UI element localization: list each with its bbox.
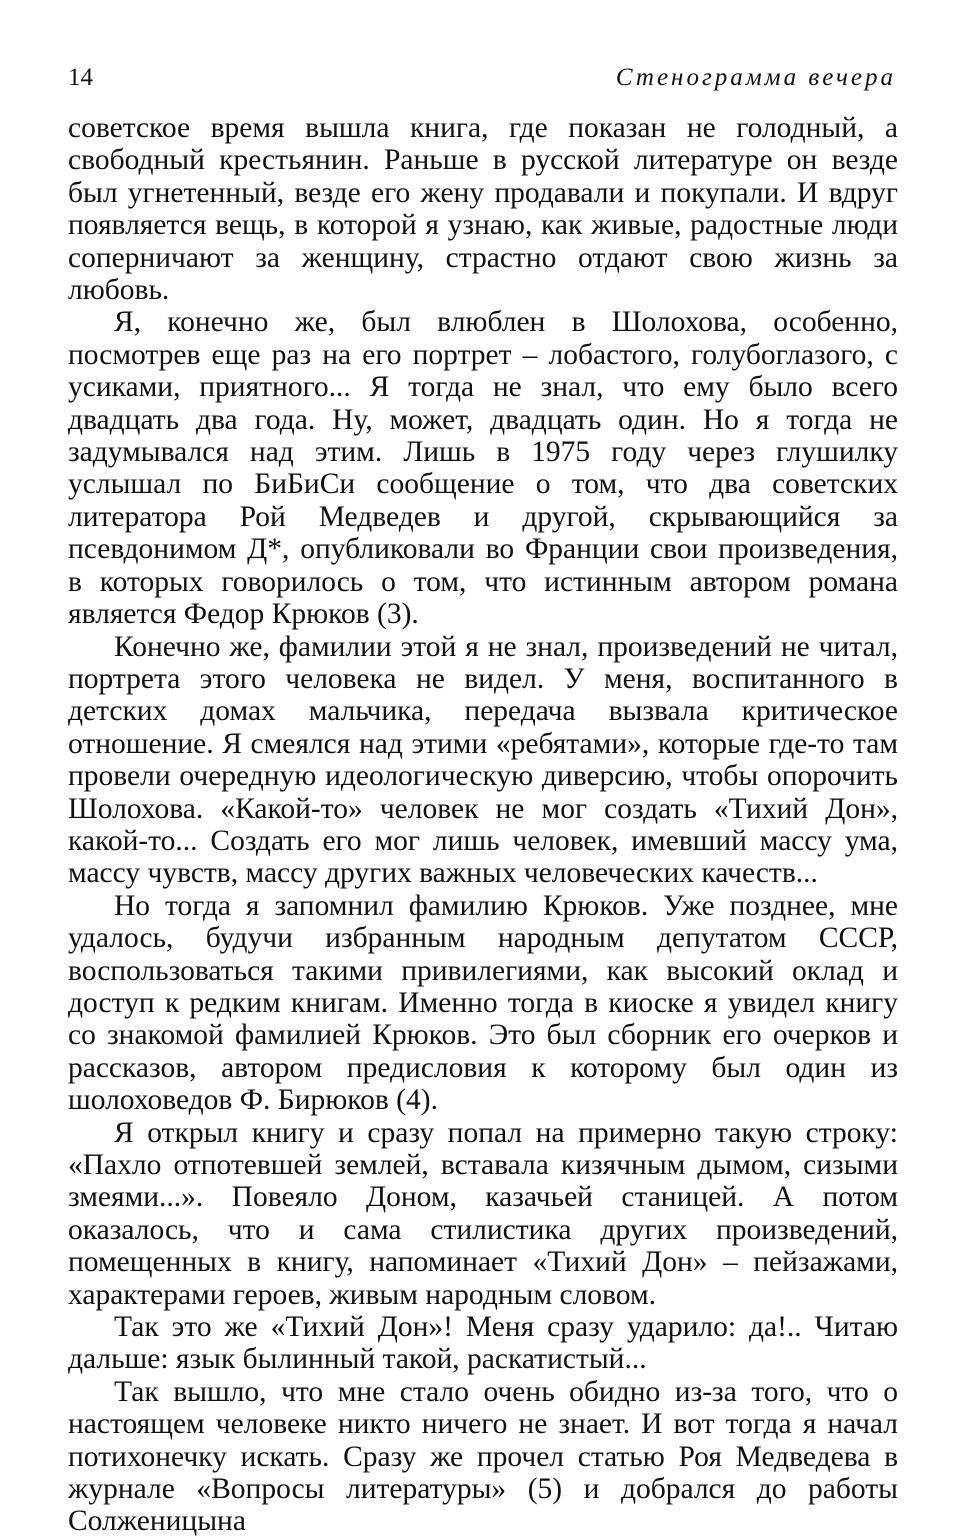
page-header (68, 58, 898, 98)
paragraph: Но тогда я запомнил фамилию Крюков. Уже позднее, мне удалось, будучи избранным народным депутатом СССР, воспользоваться такими привилегиями, как высокий оклад и доступ к редким книгам. Именно тогда в киоске я увидел книгу со знакомой фамилией Крюков. Это был сборник его очерков и рассказов, автором предисловия к которому был один из шолоховедов Ф. Бирюков (4). (68, 889, 898, 1117)
page-number: 14 (68, 64, 93, 91)
running-title: Стенограмма вечера (615, 64, 896, 91)
paragraph: Так это же «Тихий Дон»! Меня сразу ударило: да!.. Читаю дальше: язык былинный такой, раскатистый... (68, 1311, 898, 1376)
paragraph: Так вышло, что мне стало очень обидно из-за того, что о настоящем человеке никто ничего не знает. И вот тогда я начал потихонечку искать. Сразу же прочел статью Роя Медведева в журнале «Вопросы литературы» (5) и добрался до работы Солженицына (68, 1375, 898, 1538)
body-text (68, 112, 898, 1538)
paragraph: Я открыл книгу и сразу попал на примерно такую строку: «Пахло отпотевшей землей, вставала кизячным дымом, сизыми змеями...». Повеяло Доном, казачьей станицей. А потом оказалось, что и сама стилистика других произведений, помещенных в книгу, напоминает «Тихий Дон» – пейзажами, характерами героев, живым народным словом. (68, 1116, 898, 1311)
paragraph: Я, конечно же, был влюблен в Шолохова, особенно, посмотрев еще раз на его портрет – лобастого, голубоглазого, с усиками, приятного... Я тогда не знал, что ему было всего двадцать два года. Ну, может, двадцать один. Но я тогда не задумывался над этим. Лишь в 1975 году через глушилку услышал по БиБиСи сообщение о том, что два советских литератора Рой Медведев и другой, скрывающийся за псевдонимом Д*, опубликовали во Франции свои произведения, в которых говорилось о том, что истинным автором романа является Федор Крюков (3). (68, 306, 898, 631)
paragraph: Конечно же, фамилии этой я не знал, произведений не читал, портрета этого человека не видел. У меня, воспитанного в детских домах мальчика, передача вызвала критическое отношение. Я смеялся над этими «ребятами», которые где-то там провели очередную идеологическую диверсию, чтобы опорочить Шолохова. «Какой-то» человек не мог создать «Тихий Дон», какой-то... Создать его мог лишь человек, имевший массу ума, массу чувств, массу других важных человеческих качеств... (68, 630, 898, 890)
book-page (68, 58, 898, 1538)
paragraph-continued: советское время вышла книга, где показан не голодный, а свободный крестьянин. Раньше в русской литературе он везде был угнетенный, везде его жену продавали и покупали. И вдруг появляется вещь, в которой я узнаю, как живые, радостные люди соперничают за женщину, страстно отдают свою жизнь за любовь. (68, 112, 898, 307)
